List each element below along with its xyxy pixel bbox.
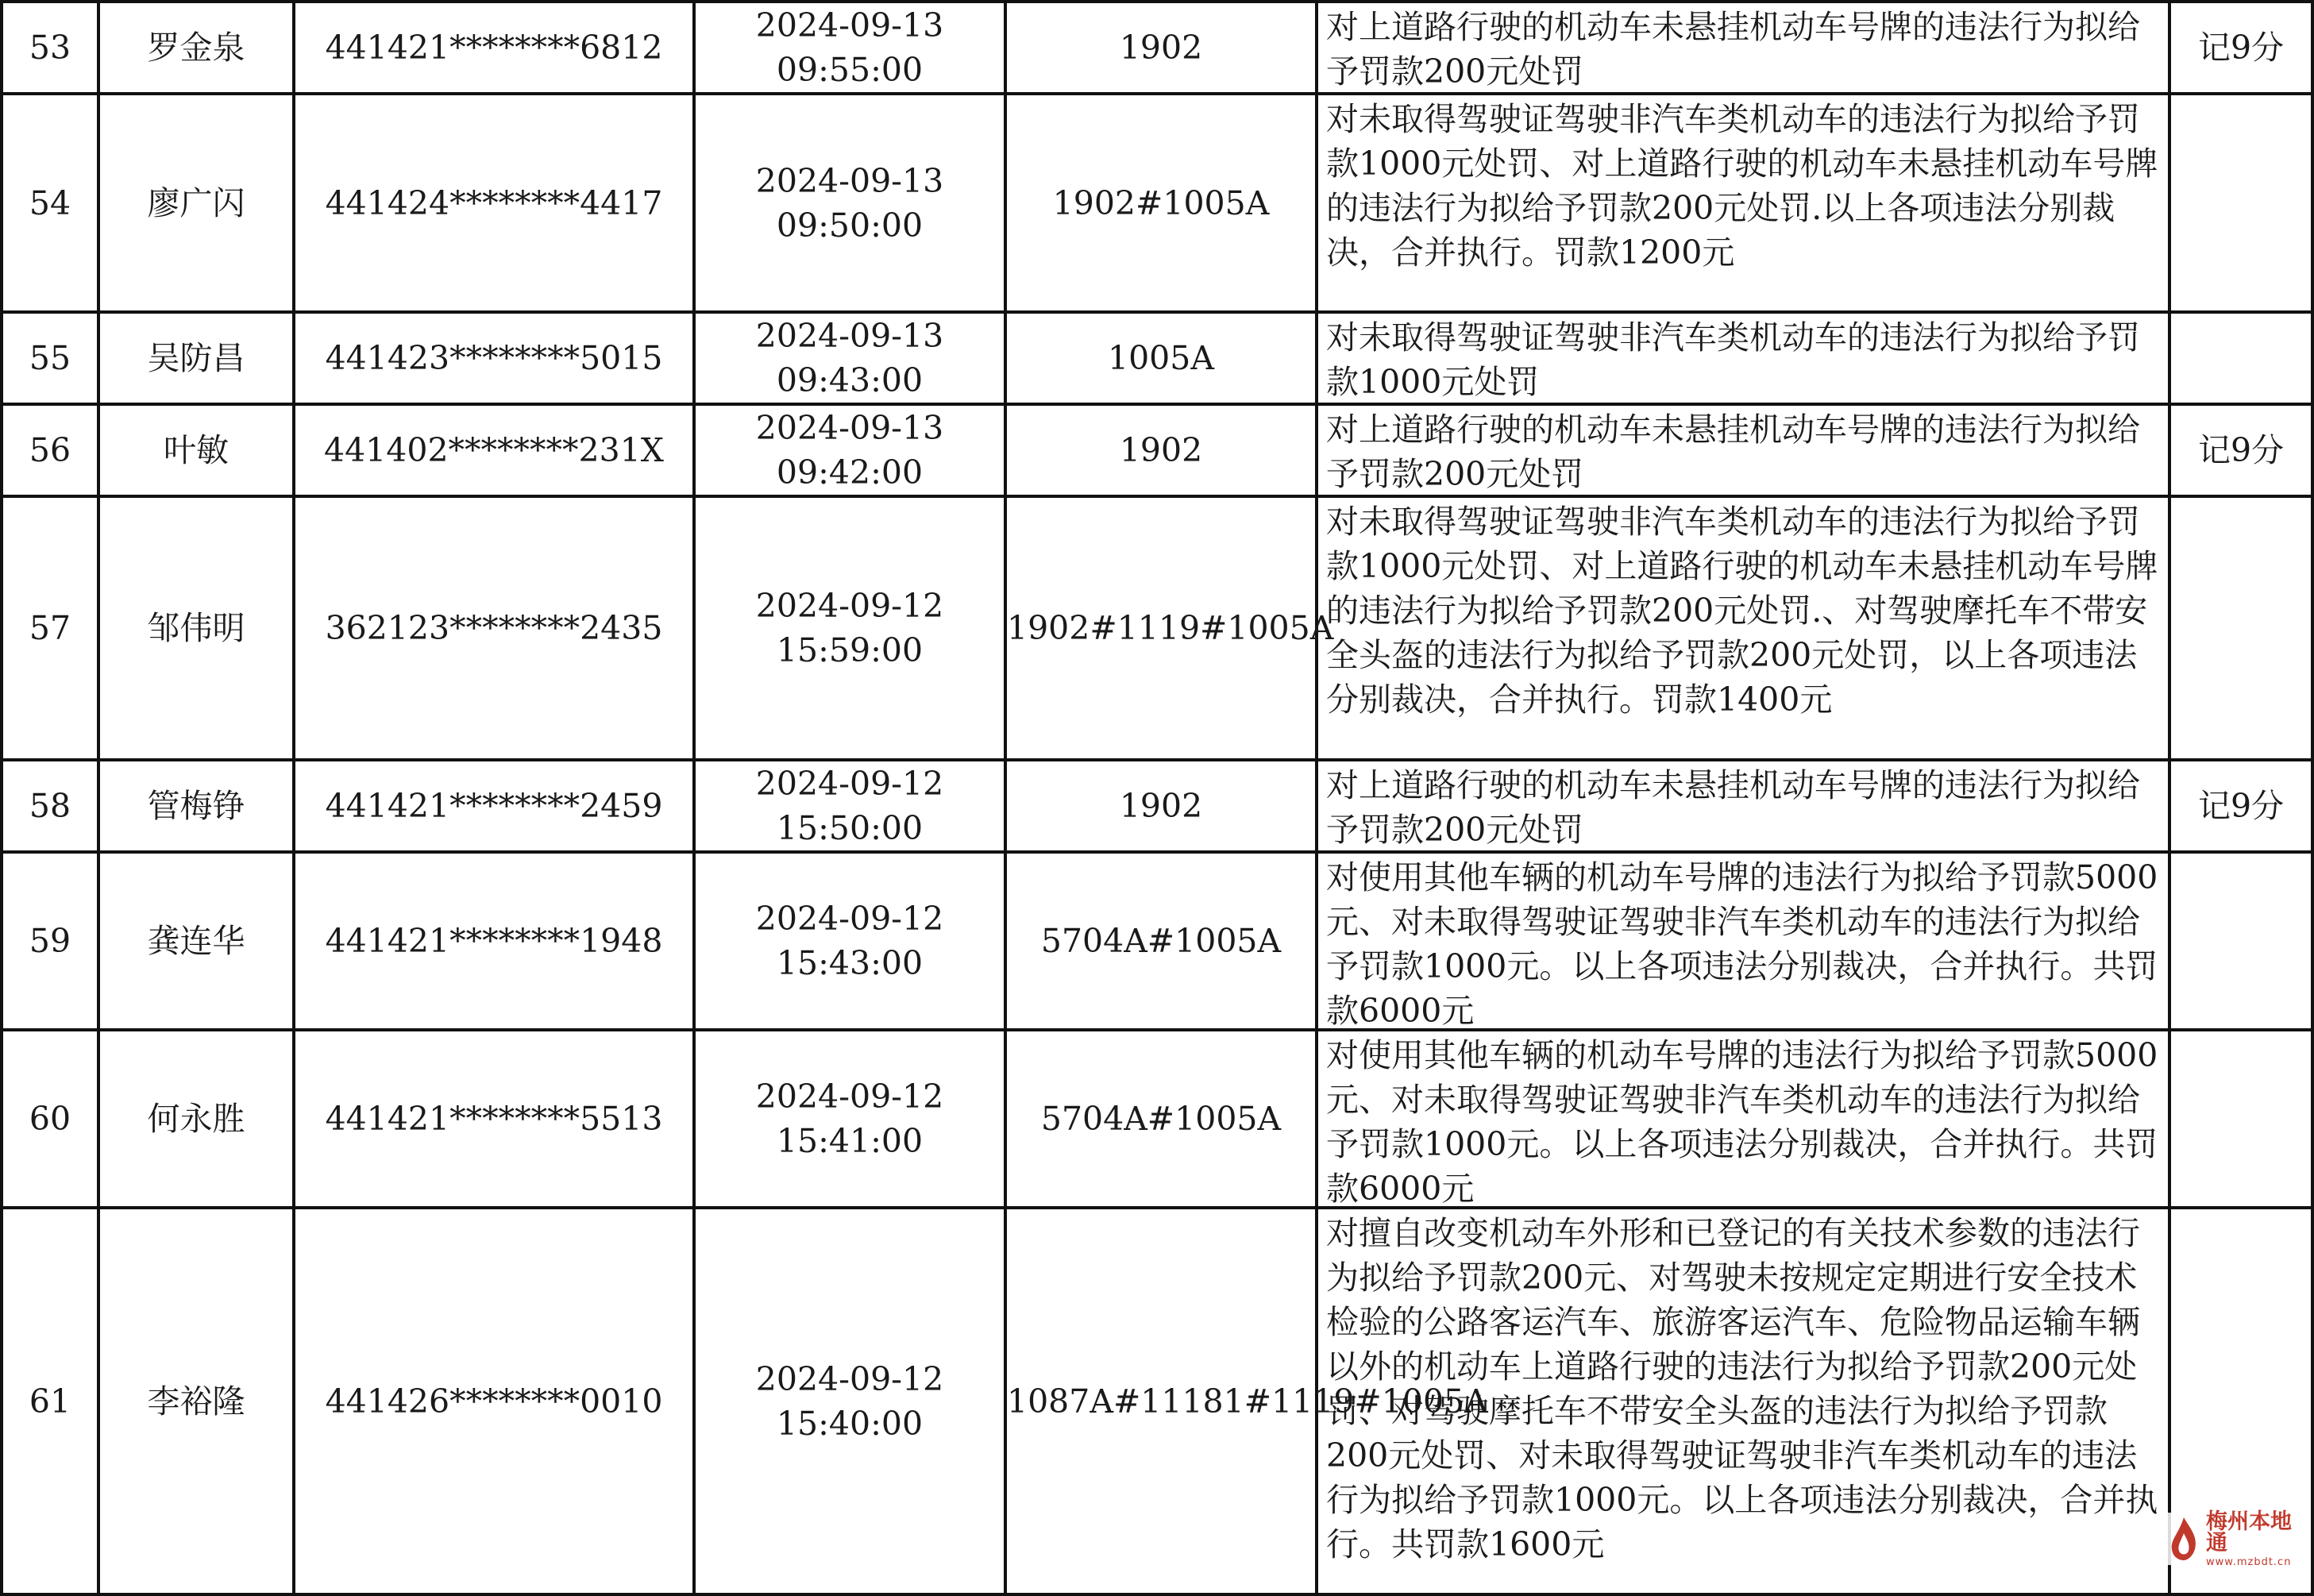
table-row bbox=[2, 2, 2312, 94]
person-name: 罗金泉 bbox=[98, 2, 294, 94]
table-row bbox=[2, 496, 2312, 760]
penalty-points: 记9分 bbox=[2169, 760, 2312, 852]
id-number: 441426********0010 bbox=[294, 1208, 694, 1594]
violation-description bbox=[1317, 312, 2169, 404]
person-name: 管梅铮 bbox=[98, 760, 294, 852]
penalty-points: 记9分 bbox=[2169, 2, 2312, 94]
violation-datetime bbox=[694, 404, 1005, 496]
violation-description bbox=[1317, 404, 2169, 496]
violation-description bbox=[1317, 760, 2169, 852]
table-row bbox=[2, 1030, 2312, 1208]
person-name: 叶敏 bbox=[98, 404, 294, 496]
violation-code: 1902#1005A bbox=[1005, 94, 1317, 312]
row-number: 60 bbox=[2, 1030, 98, 1208]
row-number: 56 bbox=[2, 404, 98, 496]
violation-datetime bbox=[694, 496, 1005, 760]
violation-datetime bbox=[694, 760, 1005, 852]
id-number: 362123********2435 bbox=[294, 496, 694, 760]
person-name: 廖广闪 bbox=[98, 94, 294, 312]
violation-description-text: 对未取得驾驶证驾驶非汽车类机动车的违法行为拟给予罚款1000元处罚、对上道路行驶的机动车未悬挂机动车号牌的违法行为拟给予罚款200元处罚.、对驾驶摩托车不带安全头盔的违法行为拟给予罚款200元处罚，以上各项违法分别裁决，合并执行。罚款1400元 bbox=[1326, 503, 2158, 719]
violation-description bbox=[1317, 94, 2169, 312]
violation-time: 15:50:00 bbox=[776, 809, 924, 847]
row-number: 54 bbox=[2, 94, 98, 312]
violation-description bbox=[1317, 852, 2169, 1030]
row-number: 53 bbox=[2, 2, 98, 94]
table-row bbox=[2, 404, 2312, 496]
violation-description bbox=[1317, 2, 2169, 94]
violation-time: 15:40:00 bbox=[776, 1404, 924, 1443]
violation-datetime bbox=[694, 2, 1005, 94]
violation-description bbox=[1317, 1030, 2169, 1208]
row-number: 55 bbox=[2, 312, 98, 404]
violation-date: 2024-09-13 bbox=[755, 161, 944, 200]
violation-code: 1902#1119#1005A bbox=[1005, 496, 1317, 760]
violation-code: 1902 bbox=[1005, 2, 1317, 94]
row-number: 57 bbox=[2, 496, 98, 760]
violation-code: 1087A#11181#1119#1005A bbox=[1005, 1208, 1317, 1594]
violation-description-text: 对未取得驾驶证驾驶非汽车类机动车的违法行为拟给予罚款1000元处罚、对上道路行驶的机动车未悬挂机动车号牌的违法行为拟给予罚款200元处罚.以上各项违法分别裁决，合并执行。罚款1200元 bbox=[1326, 100, 2158, 272]
violation-description-text: 对上道路行驶的机动车未悬挂机动车号牌的违法行为拟给予罚款200元处罚 bbox=[1326, 411, 2140, 493]
violation-description-text: 对上道路行驶的机动车未悬挂机动车号牌的违法行为拟给予罚款200元处罚 bbox=[1326, 8, 2140, 91]
penalty-points bbox=[2169, 496, 2312, 760]
id-number: 441421********1948 bbox=[294, 852, 694, 1030]
violation-code: 5704A#1005A bbox=[1005, 1030, 1317, 1208]
person-name: 邹伟明 bbox=[98, 496, 294, 760]
violation-time: 09:55:00 bbox=[776, 51, 924, 89]
violation-date: 2024-09-12 bbox=[755, 1359, 944, 1398]
violation-datetime bbox=[694, 1030, 1005, 1208]
penalty-points bbox=[2169, 94, 2312, 312]
person-name: 龚连华 bbox=[98, 852, 294, 1030]
violation-time: 15:41:00 bbox=[776, 1122, 924, 1160]
person-name: 吴防昌 bbox=[98, 312, 294, 404]
id-number: 441421********6812 bbox=[294, 2, 694, 94]
penalty-points: 记9分 bbox=[2169, 404, 2312, 496]
site-watermark bbox=[2166, 1509, 2309, 1568]
violation-description bbox=[1317, 1208, 2169, 1594]
penalty-points bbox=[2169, 852, 2312, 1030]
violation-description-text: 对使用其他车辆的机动车号牌的违法行为拟给予罚款5000元、对未取得驾驶证驾驶非汽车类机动车的违法行为拟给予罚款1000元。以上各项违法分别裁决，合并执行。共罚款6000元 bbox=[1326, 1036, 2158, 1208]
row-number: 61 bbox=[2, 1208, 98, 1594]
violation-time: 15:43:00 bbox=[776, 944, 924, 982]
violation-datetime bbox=[694, 312, 1005, 404]
id-number: 441423********5015 bbox=[294, 312, 694, 404]
row-number: 59 bbox=[2, 852, 98, 1030]
id-number: 441424********4417 bbox=[294, 94, 694, 312]
table-row bbox=[2, 852, 2312, 1030]
violation-description-text: 对使用其他车辆的机动车号牌的违法行为拟给予罚款5000元、对未取得驾驶证驾驶非汽车类机动车的违法行为拟给予罚款1000元。以上各项违法分别裁决，合并执行。共罚款6000元 bbox=[1326, 858, 2158, 1030]
violation-code: 5704A#1005A bbox=[1005, 852, 1317, 1030]
violation-code: 1902 bbox=[1005, 404, 1317, 496]
violation-date: 2024-09-12 bbox=[755, 900, 944, 938]
violation-date: 2024-09-12 bbox=[755, 765, 944, 803]
violation-time: 15:59:00 bbox=[776, 631, 924, 669]
table-row bbox=[2, 1208, 2312, 1594]
violation-datetime bbox=[694, 852, 1005, 1030]
table-row bbox=[2, 94, 2312, 312]
violation-code: 1902 bbox=[1005, 760, 1317, 852]
violation-time: 09:50:00 bbox=[776, 206, 924, 245]
violation-date: 2024-09-12 bbox=[755, 587, 944, 625]
violation-description-text: 对擅自改变机动车外形和已登记的有关技术参数的违法行为拟给予罚款200元、对驾驶未按规定定期进行安全技术检验的公路客运汽车、旅游客运汽车、危险物品运输车辆以外的机动车上道路行驶的违法行为拟给予罚款200元处罚、对驾驶摩托车不带安全头盔的违法行为拟给予罚款200元处罚、对未取得驾驶证驾驶非汽车类机动车的违法行为拟给予罚款1000元。以上各项违法分别裁决，合并执行。共罚款1600元 bbox=[1326, 1214, 2158, 1563]
id-number: 441421********5513 bbox=[294, 1030, 694, 1208]
violation-date: 2024-09-13 bbox=[755, 317, 944, 355]
violation-code: 1005A bbox=[1005, 312, 1317, 404]
violation-date: 2024-09-13 bbox=[755, 6, 944, 44]
violation-description-text: 对未取得驾驶证驾驶非汽车类机动车的违法行为拟给予罚款1000元处罚 bbox=[1326, 318, 2140, 401]
row-number: 58 bbox=[2, 760, 98, 852]
violation-datetime bbox=[694, 94, 1005, 312]
watermark-name: 梅州本地通 bbox=[2206, 1509, 2292, 1556]
penalty-points bbox=[2169, 1030, 2312, 1208]
id-number: 441402********231X bbox=[294, 404, 694, 496]
violation-description-text: 对上道路行驶的机动车未悬挂机动车号牌的违法行为拟给予罚款200元处罚 bbox=[1326, 766, 2140, 849]
id-number: 441421********2459 bbox=[294, 760, 694, 852]
penalty-points bbox=[2169, 312, 2312, 404]
person-name: 李裕隆 bbox=[98, 1208, 294, 1594]
violation-time: 09:43:00 bbox=[776, 361, 924, 399]
violation-description bbox=[1317, 496, 2169, 760]
watermark-url: www.mzbdt.cn bbox=[2206, 1556, 2292, 1568]
flame-logo-icon bbox=[2166, 1516, 2201, 1562]
table-row bbox=[2, 760, 2312, 852]
violation-datetime bbox=[694, 1208, 1005, 1594]
person-name: 何永胜 bbox=[98, 1030, 294, 1208]
violation-date: 2024-09-12 bbox=[755, 1077, 944, 1116]
violation-time: 09:42:00 bbox=[776, 453, 924, 492]
violation-date: 2024-09-13 bbox=[755, 409, 944, 447]
table-row bbox=[2, 312, 2312, 404]
